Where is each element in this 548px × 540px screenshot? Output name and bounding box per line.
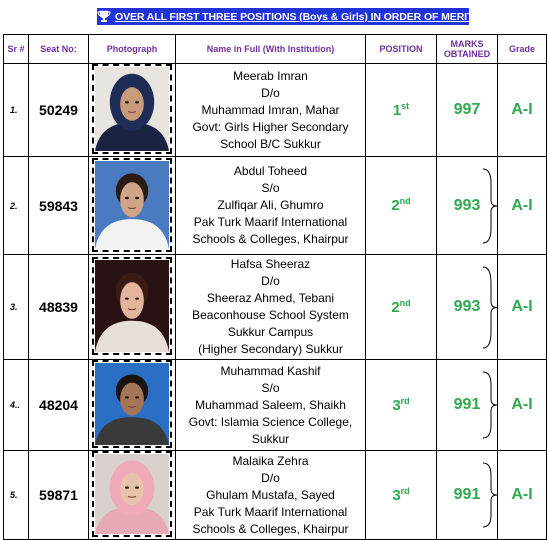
portrait-image — [95, 260, 169, 352]
tie-brace — [482, 368, 498, 447]
photo-cell — [89, 451, 176, 540]
photo-cell — [89, 255, 176, 360]
seat-number: 48204 — [29, 360, 89, 451]
position-suffix: rd — [400, 395, 410, 406]
name-institution — [176, 157, 366, 255]
photo-cell — [89, 360, 176, 451]
marks-value: 991 — [453, 396, 481, 413]
header-position: POSITION — [366, 35, 437, 64]
marks-value: 997 — [453, 101, 481, 118]
grade-value: A-I — [498, 451, 547, 540]
table-row — [4, 451, 547, 540]
photo-cell — [89, 64, 176, 157]
marks-cell — [437, 64, 498, 157]
name-line: Ghulam Mustafa, Sayed — [206, 487, 335, 502]
name-line: Beaconhouse School System — [192, 308, 349, 322]
name-line: Pak Turk Maarif International — [193, 215, 348, 229]
name-line: Zulfiqar Ali, Ghumro — [217, 198, 324, 212]
name-line: Sukkur Campus — [227, 325, 314, 339]
marks-cell — [437, 255, 498, 360]
name-line: S/o — [261, 181, 280, 195]
portrait-image — [95, 363, 169, 445]
name-line: Schools & Colleges, Khairpur — [192, 232, 349, 246]
seat-number: 59871 — [29, 451, 89, 540]
sr-cell: 4.. — [4, 360, 29, 451]
position-cell — [366, 64, 437, 157]
name-institution — [176, 64, 366, 157]
seat-number: 59843 — [29, 157, 89, 255]
name-line: Meerab Imran — [233, 68, 308, 83]
header-photo: Photograph — [89, 35, 176, 64]
name-institution — [176, 360, 366, 451]
seat-number: 50249 — [29, 64, 89, 157]
name-line: Muhammad Imran, Mahar — [201, 102, 340, 117]
page-banner — [97, 8, 474, 25]
header-grade: Grade — [498, 35, 547, 64]
name-line: School B/C Sukkur — [220, 136, 321, 151]
name-line: S/o — [261, 380, 280, 395]
name-line: Muhammad Saleem, Shaikh — [195, 397, 346, 412]
sr-cell: 2. — [4, 157, 29, 255]
position-cell — [366, 360, 437, 451]
name-institution — [176, 255, 366, 360]
header-marks: MARKS OBTAINED — [437, 35, 498, 64]
sr-cell: 3. — [4, 255, 29, 360]
position-number: 2 — [391, 197, 400, 214]
table-row — [4, 157, 547, 255]
table-row — [4, 360, 547, 451]
position-number: 2 — [391, 298, 400, 316]
name-line: D/o — [261, 274, 280, 288]
grade-value: A-I — [498, 255, 547, 360]
position-cell — [366, 451, 437, 540]
name-line: Sheeraz Ahmed, Tebani — [206, 291, 335, 305]
marks-cell — [437, 360, 498, 451]
grade-value: A-I — [498, 157, 547, 255]
position-suffix: nd — [399, 297, 411, 308]
name-line: Govt: Islamia Science College, — [188, 414, 353, 429]
name-line: Malaika Zehra — [232, 453, 309, 468]
name-institution — [176, 451, 366, 540]
name-line: Hafsa Sheeraz — [230, 257, 311, 271]
header-row — [4, 35, 547, 64]
marks-cell — [437, 157, 498, 255]
photograph — [92, 257, 172, 355]
marks-cell — [437, 451, 498, 540]
position-cell — [366, 157, 437, 255]
header-name: Name in Full (With Institution) — [176, 35, 366, 64]
table-row — [4, 255, 547, 360]
marks-value: 991 — [453, 486, 481, 503]
sr-cell: 1. — [4, 64, 29, 157]
header-sr: Sr # — [4, 35, 29, 64]
sr-cell: 5. — [4, 451, 29, 540]
seat-number: 48839 — [29, 255, 89, 360]
name-line: D/o — [261, 85, 280, 100]
name-line: Govt: Girls Higher Secondary — [192, 119, 349, 134]
photograph — [92, 64, 172, 154]
banner-title: OVER ALL FIRST THREE POSITIONS (Boys & Girls) IN ORDER OF MERIT — [115, 10, 474, 23]
photo-cell — [89, 157, 176, 255]
tie-brace — [482, 459, 498, 536]
photograph — [92, 360, 172, 448]
position-number: 3 — [392, 486, 401, 504]
name-line: D/o — [261, 470, 280, 485]
merit-table — [3, 34, 547, 540]
grade-value: A-I — [498, 360, 547, 451]
name-line: Muhammad Kashif — [220, 363, 321, 378]
portrait-image — [95, 454, 169, 534]
photograph — [92, 451, 172, 537]
name-line: Sukkur — [251, 431, 290, 446]
photograph — [92, 158, 172, 252]
name-line: Schools & Colleges, Khairpur — [192, 521, 349, 536]
header-seat: Seat No: — [29, 35, 89, 64]
grade-value: A-I — [498, 64, 547, 157]
position-suffix: st — [401, 100, 410, 111]
position-number: 3 — [392, 396, 401, 414]
name-line: Abdul Toheed — [233, 164, 308, 178]
portrait-image — [95, 161, 169, 249]
portrait-image — [95, 67, 169, 151]
trophy-icon — [97, 8, 111, 25]
tie-brace — [482, 165, 498, 252]
position-suffix: rd — [400, 485, 410, 496]
name-line: (Higher Secondary) Sukkur — [198, 342, 343, 356]
position-suffix: nd — [399, 196, 411, 206]
marks-value: 993 — [453, 298, 481, 315]
marks-value: 993 — [453, 196, 481, 214]
table-row — [4, 64, 547, 157]
position-number: 1 — [392, 101, 402, 119]
position-cell — [366, 255, 437, 360]
name-line: Pak Turk Maarif International — [193, 504, 348, 519]
tie-brace — [482, 263, 498, 357]
